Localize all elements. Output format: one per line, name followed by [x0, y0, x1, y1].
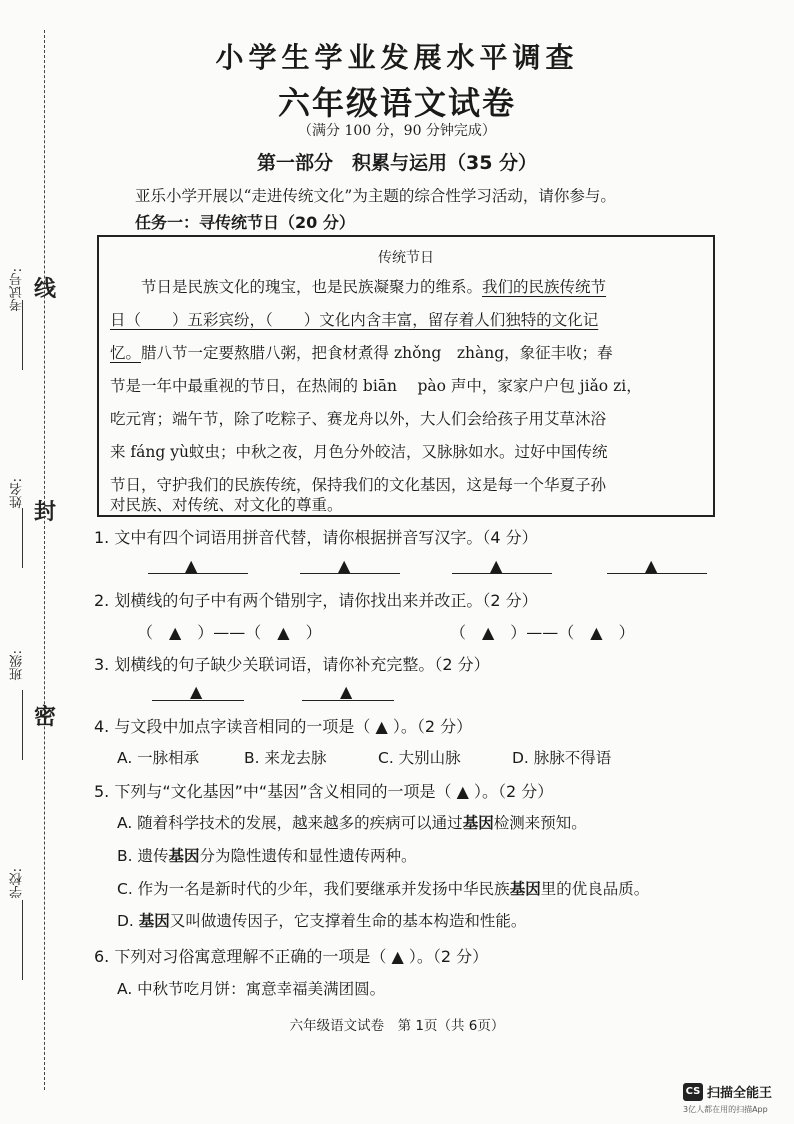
question-5: 5. 下列与“文化基因”中“基因”含义相同的一项是（ ▲ ）。（2 分）: [94, 782, 554, 801]
q4-option-d[interactable]: D. 脉脉不得语: [512, 749, 612, 767]
scanner-name: 扫描全能王: [707, 1086, 773, 1101]
passage-line-6: 来 fáng yù蚊虫；中秋之夜，月色分外皎洁，又脉脉如水。过好中国传统: [110, 443, 608, 461]
passage-line-5: 吃元宵；端午节，除了吃粽子、赛龙舟以外，大人们会给孩子用艾草沐浴: [110, 410, 607, 428]
answer-marker: ▲: [190, 682, 203, 701]
answer-pair-2-2[interactable]: （ ▲ ）——（ ▲ ）: [450, 623, 635, 642]
passage-line-3: 忆。腊八节一定要熬腊八粥，把食材煮得 zhǒng zhàng，象征丰收；春: [110, 344, 613, 362]
seal-char-seal: 封: [34, 500, 57, 525]
exam-title: 六年级语文试卷: [277, 84, 516, 122]
seal-char-line: 线: [34, 277, 57, 302]
binding-dashed-line: [44, 30, 45, 1090]
name-blank: [22, 508, 23, 568]
scanner-logo-icon: CS: [683, 1083, 703, 1101]
school-blank: [22, 900, 23, 980]
answer-blank-1-4[interactable]: [607, 573, 707, 574]
exam-subtitle: （满分 100 分，90 分钟完成）: [298, 123, 496, 139]
name-label: 姓名:: [10, 478, 25, 509]
exam-number-blank: [22, 300, 23, 370]
answer-marker: ▲: [645, 556, 658, 575]
q4-option-c[interactable]: C. 大别山脉: [378, 749, 461, 767]
answer-marker: ▲: [490, 556, 503, 575]
answer-marker: ▲: [340, 682, 353, 701]
answer-blank-3-1[interactable]: [152, 700, 244, 701]
page-footer: 六年级语文试卷 第 1页（共 6页）: [289, 1018, 505, 1034]
class-blank: [22, 690, 23, 760]
question-4: 4. 与文段中加点字读音相同的一项是（ ▲ ）。（2 分）: [94, 717, 473, 736]
passage-line-1: 节日是民族文化的瑰宝，也是民族凝聚力的维系。我们的民族传统节: [141, 278, 607, 296]
question-1: 1. 文中有四个词语用拼音代替，请你根据拼音写汉字。（4 分）: [94, 528, 538, 547]
passage-line-7: 节日，守护我们的民族传统，保持我们的文化基因，这是每一个华夏子孙: [110, 476, 607, 494]
answer-marker: ▲: [185, 556, 198, 575]
answer-blank-1-2[interactable]: [300, 573, 400, 574]
q4-option-a[interactable]: A. 一脉相承: [117, 749, 200, 767]
passage-line-4: 节是一年中最重视的节日，在热闹的 biān pào 声中，家家户户包 jiǎo zi，: [110, 377, 642, 395]
seal-char-secret: 密: [34, 705, 57, 730]
part-heading: 第一部分 积累与运用（35 分）: [256, 152, 538, 174]
passage-box: [97, 235, 715, 517]
scanner-watermark: [683, 1082, 772, 1101]
question-2: 2. 划横线的句子中有两个错别字，请你找出来并改正。（2 分）: [94, 591, 538, 610]
q5-option-b[interactable]: B. 遗传基因分为隐性遗传和显性遗传两种。: [117, 847, 417, 865]
answer-blank-1-3[interactable]: [452, 573, 552, 574]
answer-pair-2-1[interactable]: （ ▲ ）——（ ▲ ）: [137, 623, 322, 642]
passage-title: 传统节日: [378, 250, 434, 266]
passage-line-8: 对民族、对传统、对文化的尊重。: [110, 496, 343, 514]
survey-title: 小学生学业发展水平调查: [215, 41, 579, 74]
exam-number-label: 考试号:: [10, 268, 25, 312]
q5-option-c[interactable]: C. 作为一名是新时代的少年，我们要继承并发扬中华民族基因里的优良品质。: [117, 880, 650, 898]
class-label: 班级:: [10, 650, 25, 681]
q4-option-b[interactable]: B. 来龙去脉: [244, 749, 327, 767]
scanner-slogan: 3亿人都在用的扫描App: [683, 1105, 768, 1114]
passage-line-2: 日（ ）五彩宾纷，（ ）文化内含丰富，留存着人们独特的文化记: [110, 311, 599, 329]
question-6: 6. 下列对习俗寓意理解不正确的一项是（ ▲ ）。（2 分）: [94, 947, 489, 966]
task-heading: 任务一：寻传统节日（20 分）: [135, 213, 355, 232]
answer-blank-3-2[interactable]: [302, 700, 394, 701]
intro-text: 亚乐小学开展以“走进传统文化”为主题的综合性学习活动，请你参与。: [135, 187, 616, 205]
q5-option-a[interactable]: A. 随着科学技术的发展，越来越多的疾病可以通过基因检测来预知。: [117, 814, 587, 832]
q5-option-d[interactable]: D. 基因又叫做遗传因子，它支撑着生命的基本构造和性能。: [117, 912, 527, 930]
school-label: 学校:: [10, 868, 25, 899]
question-3: 3. 划横线的句子缺少关联词语，请你补充完整。（2 分）: [94, 655, 490, 674]
q6-option-a[interactable]: A. 中秋节吃月饼：寓意幸福美满团圆。: [117, 980, 386, 998]
answer-marker: ▲: [338, 556, 351, 575]
answer-blank-1-1[interactable]: [148, 573, 248, 574]
